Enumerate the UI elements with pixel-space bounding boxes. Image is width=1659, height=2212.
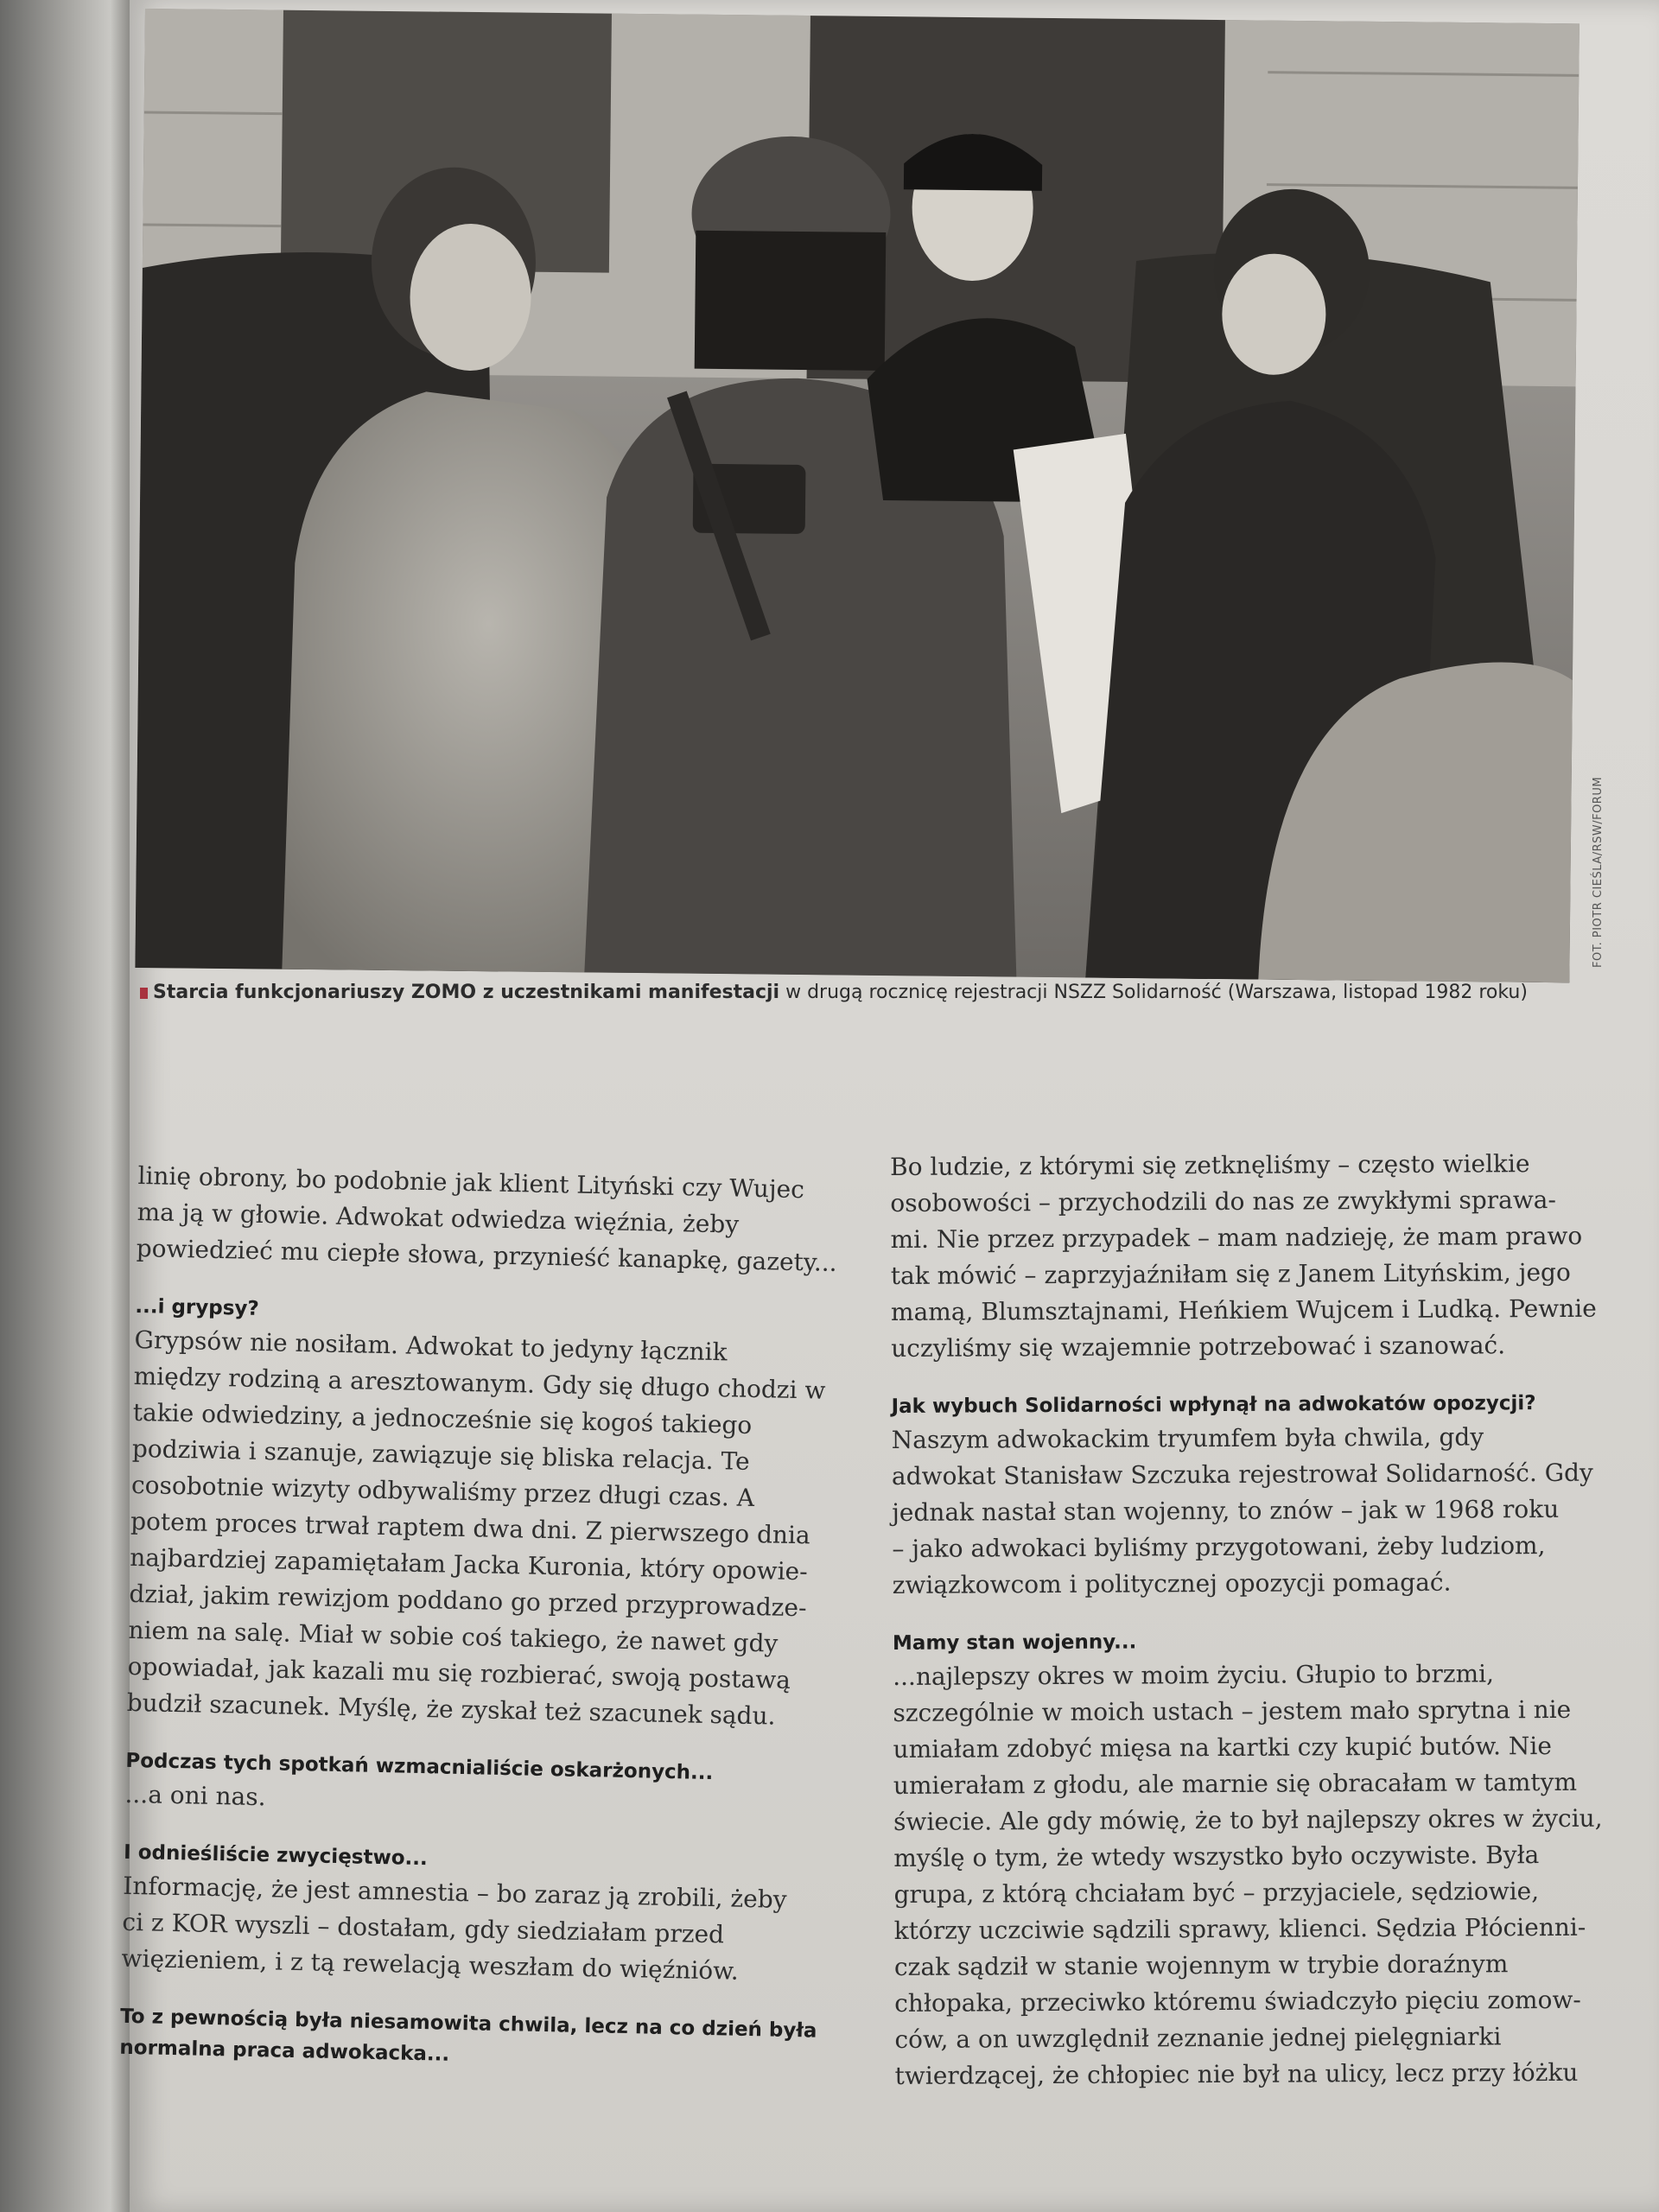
paragraph-line: związkowcom i politycznej opozycji pomagać. [892,1567,1452,1599]
interview-question: Mamy stan wojenny... [892,1630,1137,1655]
interview-question: To z pewnością była niesamowita chwila, lecz na co dzień była [119,2005,817,2043]
text-column-right [890,1146,1621,2094]
interview-question: I odnieśliście zwycięstwo... [123,1840,429,1871]
paragraph-line: mi. Nie przez przypadek – mam nadzieję, że mam prawo [890,1221,1583,1254]
paragraph-line: opowiadał, jak kazali mu się rozbierać, swoją postawą [127,1651,791,1694]
paragraph-line: grupa, z którą chciałam być – przyjaciele, sędziowie, [893,1877,1540,1909]
paragraph-line: Bo ludzie, z którymi się zetknęliśmy – często wielkie [890,1149,1530,1181]
interview-question: normalna praca adwokacka... [119,2036,450,2066]
paragraph-line: jednak nastał stan wojenny, to znów – jak w 1968 roku [892,1494,1560,1527]
paragraph-line: uczyliśmy się wzajemnie potrzebować i szanować. [891,1331,1506,1363]
caption-marker-icon [140,988,148,999]
paragraph-line: najbardziej zapamiętałam Jacka Kuronia, który opowie- [129,1542,808,1586]
paragraph-line: którzy uczciwie sądzili sprawy, klienci. Sędzia Płócienni- [893,1912,1586,1945]
paragraph-line: niem na salę. Miał w sobie coś takiego, że nawet gdy [128,1615,779,1658]
paragraph-line: Naszym adwokackim tryumfem była chwila, gdy [891,1422,1484,1454]
paragraph-line: umierałam z głodu, ale marnie się obracałam w tamtym [893,1767,1578,1800]
caption-bold: Starcia funkcjonariuszy ZOMO z uczestnikami manifestacji [153,982,780,1003]
paragraph-line: podziwia i szanuje, zawiązuje się bliska relacja. Te [131,1433,750,1476]
interview-question: ...i grypsy? [135,1294,260,1320]
text-column-left [119,1158,855,2078]
paragraph-line: umiałam zdobyć mięsa na kartki czy kupić butów. Nie [893,1731,1552,1764]
paragraph-line: budził szacunek. Myślę, że zyskał też szacunek sądu. [126,1688,776,1731]
caption-rest: w drugą rocznicę rejestracji NSZZ Solidarność (Warszawa, listopad 1982 roku) [779,982,1528,1003]
paragraph-line: powiedzieć mu ciepłe słowa, przynieść kanapkę, gazety... [136,1233,837,1277]
paragraph-line: myślę o tym, że wtedy wszystko było oczywiste. Była [893,1840,1540,1872]
paragraph-line: twierdzącej, że chłopiec nie był na ulicy, lecz przy łóżku [894,2057,1579,2090]
paragraph-line: ...a oni nas. [124,1779,266,1812]
paragraph-line: świecie. Ale gdy mówię, że to był najlepszy okres w życiu, [893,1803,1603,1836]
paragraph-line: ...najlepszy okres w moim życiu. Głupio to brzmi, [893,1659,1495,1691]
paragraph-line: takie odwiedziny, a jednocześnie się kogoś takiego [132,1397,753,1440]
paragraph-line: czak sądził w stanie wojennym w trybie doraźnym [893,1949,1509,1981]
book-spine-edge [0,0,130,2212]
paragraph-line: mamą, Blumsztajnami, Heńkiem Wujcem i Ludką. Pewnie [890,1294,1597,1326]
photo-credit: FOT. PIOTR CIEŚLA/RSW/FORUM [1592,776,1605,968]
paragraph-line: Informację, że jest amnestia – bo zaraz ją zrobili, żeby [123,1871,787,1914]
paragraph-line: adwokat Stanisław Szczuka rejestrował Solidarność. Gdy [891,1458,1593,1491]
photo-caption [140,982,1528,1003]
protest-photograph [135,9,1580,982]
paragraph-line: szczególnie w moich ustach – jestem mało sprytna i nie [893,1694,1572,1727]
paragraph-line: ców, a on uwzględnił zeznanie jednej pielęgniarki [894,2022,1502,2054]
paragraph-line: między rodziną a aresztowanym. Gdy się długo chodzi w [133,1361,826,1405]
paragraph-line: cosobotnie wizyty odbywaliśmy przez długi czas. A [130,1470,755,1513]
paragraph-line: więzieniem, i z tą rewelacją weszłam do więźniów. [121,1943,740,1986]
paragraph-line: ma ją w głowie. Adwokat odwiedza więźnia, żeby [137,1197,740,1239]
paragraph-line: dział, jakim rewizjom poddano go przed przyprowadze- [129,1579,807,1623]
paragraph-line: Grypsów nie nosiłam. Adwokat to jedyny łącznik [134,1325,728,1367]
paragraph-line: chłopaka, przeciwko któremu świadczyło pięciu zomow- [894,1985,1581,2018]
paragraph-line: potem proces trwał raptem dwa dni. Z pierwszego dnia [130,1506,810,1550]
interview-question: Podczas tych spotkań wzmacnialiście oskarżonych... [125,1749,714,1785]
interview-question: Jak wybuch Solidarności wpłynął na adwokatów opozycji? [891,1392,1536,1418]
paragraph-line: tak mówić – zaprzyjaźniłam się z Janem Lityńskim, jego [890,1257,1571,1290]
paragraph-line: – jako adwokaci byliśmy przygotowani, żeby ludziom, [892,1531,1546,1563]
paragraph-line: linię obrony, bo podobnie jak klient Lityński czy Wujec [137,1160,805,1205]
paragraph-line: osobowości – przychodzili do nas ze zwykłymi sprawa- [890,1185,1556,1217]
paragraph-line: ci z KOR wyszli – dostałam, gdy siedziałam przed [122,1907,725,1949]
